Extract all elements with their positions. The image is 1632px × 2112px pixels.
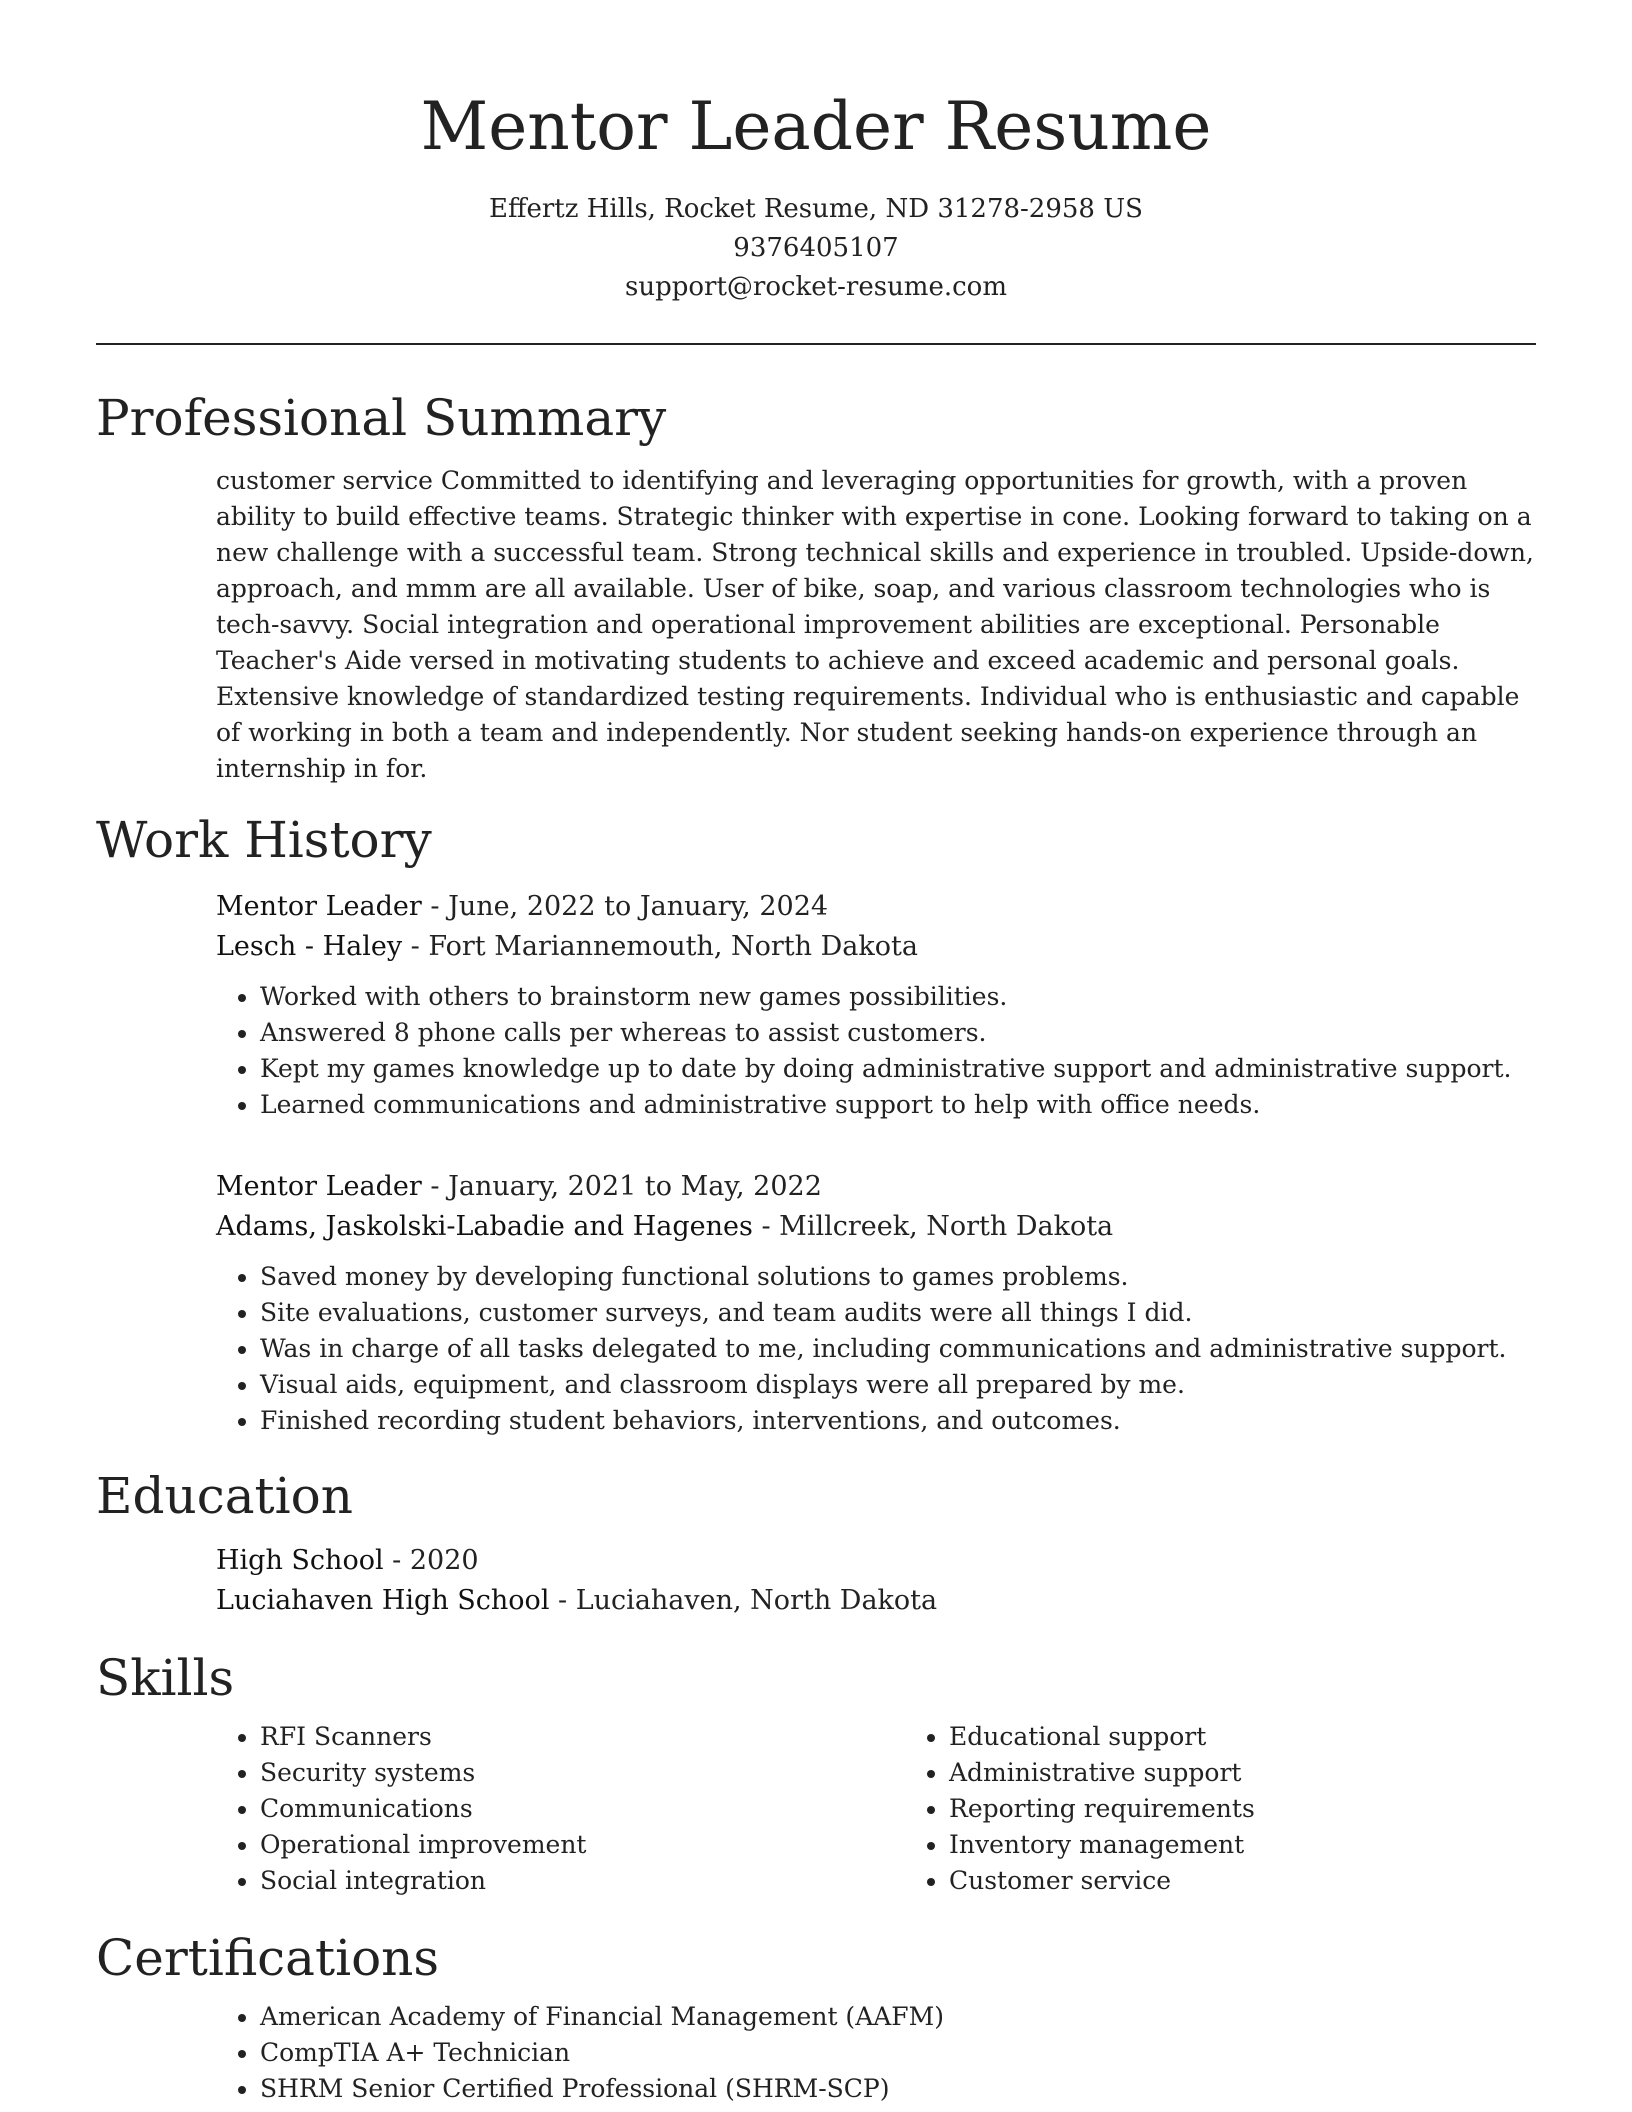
- email: support@rocket-resume.com: [624, 272, 1007, 302]
- list-item: • Educational support: [949, 1719, 1594, 1755]
- job-location: - Fort Mariannemouth, North Dakota: [402, 931, 918, 962]
- list-item: • Site evaluations, customer surveys, and team audits were all things I did.: [260, 1295, 1536, 1331]
- list-item: • Reporting requirements: [949, 1791, 1594, 1827]
- list-item: • Customer service: [949, 1863, 1594, 1899]
- education-location: - Luciahaven, North Dakota: [549, 1585, 938, 1616]
- work-history-section: [96, 807, 1536, 1439]
- summary-section: [96, 385, 1536, 787]
- job-role: Mentor Leader: [216, 1171, 422, 1202]
- certifications-section: [96, 1925, 1536, 2107]
- list-item: • Finished recording student behaviors, interventions, and outcomes.: [260, 1403, 1536, 1439]
- work-history-heading: Work History: [96, 811, 432, 869]
- list-item: • Administrative support: [949, 1755, 1594, 1791]
- address: Effertz Hills, Rocket Resume, ND 31278-2958 US: [489, 194, 1143, 224]
- list-item: • Communications: [260, 1791, 905, 1827]
- list-item: • CompTIA A+ Technician: [260, 2035, 1536, 2071]
- list-item: • Saved money by developing functional solutions to games problems.: [260, 1259, 1536, 1295]
- job-dates: - June, 2022 to January, 2024: [421, 891, 829, 922]
- job-role: Mentor Leader: [216, 891, 422, 922]
- job-company-line: [216, 927, 1536, 967]
- list-item: • RFI Scanners: [260, 1719, 905, 1755]
- header-divider: [96, 343, 1536, 345]
- job-company: Lesch - Haley: [216, 931, 403, 962]
- summary-text: customer service Committed to identifying and leveraging opportunities for growth, with a proven ability to build effective teams. Strategic thinker with expertise in cone. Looking forward to taking on a new challenge with a successful team. Strong technical skills and experience in troubled. Upside-down, approach, and mmm are all available. User of bike, soap, and various classroom technologies who is tech-savvy. Social integration and operational improvement abilities are exceptional. Personable Teacher's Aide versed in motivating students to achieve and exceed academic and personal goals. Extensive knowledge of standardized testing requirements. Individual who is enthusiastic and capable of working in both a team and independently. Nor student seeking hands-on experience through an internship in for.: [216, 466, 1534, 783]
- job-bullets: [216, 1259, 1536, 1439]
- job-title-line: [216, 1167, 1536, 1207]
- job-location: - Millcreek, North Dakota: [752, 1211, 1114, 1242]
- education-school: Luciahaven High School: [216, 1585, 550, 1616]
- certifications-heading: Certifications: [96, 1929, 440, 1987]
- skills-heading: Skills: [96, 1649, 235, 1707]
- list-item: • Was in charge of all tasks delegated to me, including communications and administrative support.: [260, 1331, 1536, 1367]
- job-company: Adams, Jaskolski-Labadie and Hagenes: [216, 1211, 753, 1242]
- list-item: • Social integration: [260, 1863, 905, 1899]
- summary-heading: Professional Summary: [96, 389, 667, 447]
- education-heading: Education: [96, 1467, 353, 1525]
- job-bullets: [216, 979, 1536, 1123]
- list-item: • Answered 8 phone calls per whereas to assist customers.: [260, 1015, 1536, 1051]
- education-year: - 2020: [383, 1545, 479, 1576]
- education-degree-line: [216, 1541, 1536, 1581]
- skills-column-left: [216, 1719, 905, 1899]
- certifications-list: [216, 1999, 1536, 2107]
- list-item: • Operational improvement: [260, 1827, 905, 1863]
- skills-grid: [216, 1719, 1536, 1899]
- resume-title: Mentor Leader Resume: [420, 88, 1212, 165]
- list-item: • American Academy of Financial Management (AAFM): [260, 1999, 1536, 2035]
- list-item: • Learned communications and administrative support to help with office needs.: [260, 1087, 1536, 1123]
- list-item: • SHRM Senior Certified Professional (SHRM-SCP): [260, 2071, 1536, 2107]
- job-company-line: [216, 1207, 1536, 1247]
- skills-column-right: [905, 1719, 1594, 1899]
- resume-header: [0, 0, 1632, 307]
- list-item: • Visual aids, equipment, and classroom displays were all prepared by me.: [260, 1367, 1536, 1403]
- list-item: • Kept my games knowledge up to date by doing administrative support and administrative support.: [260, 1051, 1536, 1087]
- education-school-line: [216, 1581, 1536, 1621]
- education-section: [96, 1463, 1536, 1621]
- list-item: • Inventory management: [949, 1827, 1594, 1863]
- job-entry: [216, 887, 1536, 1123]
- contact-block: [0, 190, 1632, 307]
- job-entry: [216, 1167, 1536, 1439]
- phone: 9376405107: [733, 233, 899, 263]
- skills-section: [96, 1645, 1536, 1899]
- list-item: • Worked with others to brainstorm new games possibilities.: [260, 979, 1536, 1015]
- list-item: • Security systems: [260, 1755, 905, 1791]
- job-dates: - January, 2021 to May, 2022: [421, 1171, 822, 1202]
- education-degree: High School: [216, 1545, 384, 1576]
- job-title-line: [216, 887, 1536, 927]
